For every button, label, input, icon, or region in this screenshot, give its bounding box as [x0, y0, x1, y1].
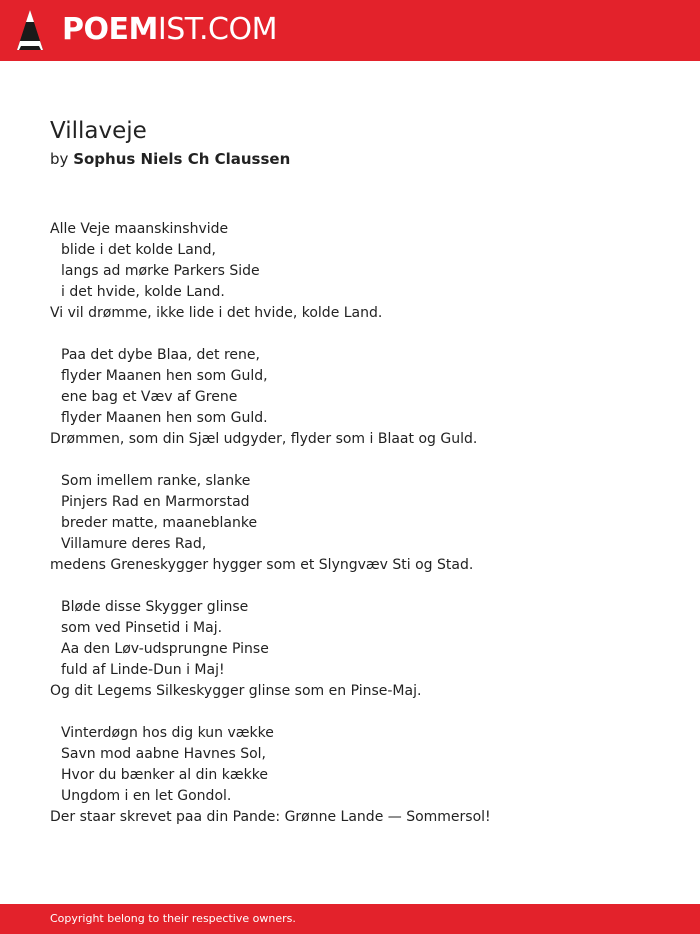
poem-line: Savn mod aabne Havnes Sol, [61, 746, 267, 762]
stanza [50, 471, 670, 576]
poem-line: Ungdom i en let Gondol. [61, 788, 232, 804]
poem-line: Og dit Legems Silkeskygger glinse som en Pinse-Maj. [50, 683, 422, 699]
poem-line: som ved Pinsetid i Maj. [61, 620, 223, 636]
poem-line: Drømmen, som din Sjæl udgyder, flyder som i Blaat og Guld. [50, 431, 478, 447]
poem-line: Paa det dybe Blaa, det rene, [61, 347, 260, 363]
poem-line: i det hvide, kolde Land. [61, 284, 225, 300]
site-logo-text[interactable] [62, 13, 277, 47]
site-footer [0, 904, 700, 934]
pencil-icon[interactable] [16, 9, 44, 53]
poem-line: fuld af Linde-Dun i Maj! [61, 662, 225, 678]
stanza [50, 219, 670, 324]
byline [50, 149, 290, 169]
stanza [50, 723, 670, 828]
poem-line: flyder Maanen hen som Guld. [61, 410, 268, 426]
poem-line: ene bag et Væv af Grene [61, 389, 238, 405]
poem-line: blide i det kolde Land, [61, 242, 216, 258]
brand-name-light: IST.COM [157, 12, 277, 47]
poem-line: medens Greneskygger hygger som et Slyngvæv Sti og Stad. [50, 557, 474, 573]
stanza [50, 345, 670, 450]
site-header [0, 0, 700, 61]
poem-line: Vinterdøgn hos dig kun vække [61, 725, 274, 741]
poem-line: Bløde disse Skygger glinse [61, 599, 249, 615]
poem-line: Vi vil drømme, ikke lide i det hvide, kolde Land. [50, 305, 383, 321]
poem-line: Hvor du bænker al din kække [61, 767, 268, 783]
poem-line: breder matte, maaneblanke [61, 515, 258, 531]
by-label: by [50, 150, 69, 168]
poem-line: Aa den Løv-udsprungne Pinse [61, 641, 269, 657]
poem-line: langs ad mørke Parkers Side [61, 263, 260, 279]
poem-body [50, 219, 670, 849]
poem-line: Som imellem ranke, slanke [61, 473, 251, 489]
poem-line: Der staar skrevet paa din Pande: Grønne Lande — Sommersol! [50, 809, 491, 825]
poem-line: Alle Veje maanskinshvide [50, 221, 229, 237]
poem-line: Villamure deres Rad, [61, 536, 207, 552]
brand-name-bold: POEM [62, 12, 158, 47]
poem-line: Pinjers Rad en Marmorstad [61, 494, 250, 510]
poem-title: Villaveje [50, 118, 147, 144]
poem-line: flyder Maanen hen som Guld, [61, 368, 268, 384]
stanza [50, 597, 670, 702]
copyright-notice: Copyright belong to their respective owners. [50, 912, 296, 925]
author-name: Sophus Niels Ch Claussen [73, 150, 291, 168]
